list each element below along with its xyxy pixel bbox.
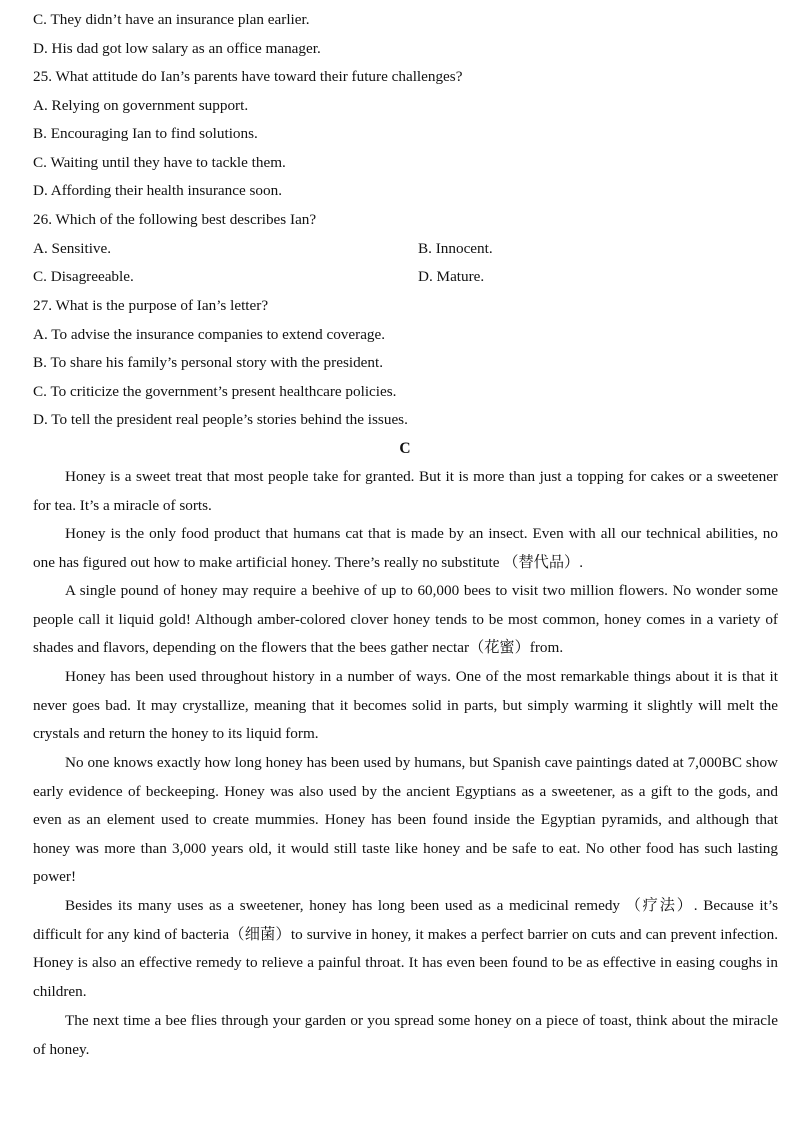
q25-option-d: D. Affording their health insurance soon. [33, 182, 282, 199]
passage-paragraph-2: Honey is the only food product that humans cat that is made by an insect. Even with all our technical abilities, no one has figured out how to make artificial honey. There’s really no substitute （替代品）. [33, 525, 778, 571]
passage-paragraph-7: The next time a bee flies through your garden or you spread some honey on a piece of toast, think about the miracle of honey. [33, 1012, 778, 1058]
passage-paragraph-6: Besides its many uses as a sweetener, honey has long been used as a medicinal remedy （疗法）. Because it’s difficult for any kind of bacteria（细菌）to survive in honey, it makes a perfect barrier on cuts and can prevent infection. Honey is also an effective remedy to relieve a painful throat. It has even been found to be as effective in easing coughs in children. [33, 897, 778, 1000]
passage-paragraph-1: Honey is a sweet treat that most people take for granted. But it is more than just a topping for cakes or a sweetener for tea. It’s a miracle of sorts. [33, 468, 778, 514]
q25-option-b: B. Encouraging Ian to find solutions. [33, 125, 258, 142]
q27-option-d: D. To tell the president real people’s stories behind the issues. [33, 411, 408, 428]
section-c-heading: C [399, 440, 411, 457]
q25-option-c: C. Waiting until they have to tackle them. [33, 154, 286, 171]
q25-stem: 25. What attitude do Ian’s parents have toward their future challenges? [33, 68, 463, 85]
q24-option-c: C. They didn’t have an insurance plan earlier. [33, 11, 310, 28]
q26-option-c: C. Disagreeable. [33, 268, 134, 285]
q27-option-c: C. To criticize the government’s present healthcare policies. [33, 383, 397, 400]
q27-option-b: B. To share his family’s personal story with the president. [33, 354, 384, 371]
q25-option-a: A. Relying on government support. [33, 97, 249, 114]
passage-paragraph-3: A single pound of honey may require a beehive of up to 60,000 bees to visit two million flowers. No wonder some people call it liquid gold! Although amber-colored clover honey tends to be most common, honey comes in a variety of shades and flavors, depending on the flowers that the bees gather nectar（花蜜）from. [33, 582, 778, 657]
q26-option-a: A. Sensitive. [33, 240, 112, 257]
q27-option-a: A. To advise the insurance companies to extend coverage. [33, 326, 386, 343]
q26-option-d: D. Mature. [418, 268, 485, 285]
q26-option-b: B. Innocent. [418, 240, 493, 257]
q26-stem: 26. Which of the following best describes Ian? [33, 211, 317, 228]
q24-option-d: D. His dad got low salary as an office manager. [33, 40, 321, 57]
passage-paragraph-5: No one knows exactly how long honey has been used by humans, but Spanish cave paintings dated at 7,000BC show early evidence of beckeeping. Honey was also used by the ancient Egyptians as a sweetener, as a gift to the gods, and even as an element used to create mummies. Honey has been found inside the Egyptian pyramids, and although that honey was more than 3,000 years old, it would still taste like honey and be safe to eat. No other food has such lasting power! [33, 754, 778, 886]
q27-stem: 27. What is the purpose of Ian’s letter? [33, 297, 269, 314]
passage-paragraph-4: Honey has been used throughout history in a number of ways. One of the most remarkable things about it is that it never goes bad. It may crystallize, meaning that it becomes solid in parts, but simply warming it slightly will melt the crystals and return the honey to its liquid form. [33, 668, 778, 743]
